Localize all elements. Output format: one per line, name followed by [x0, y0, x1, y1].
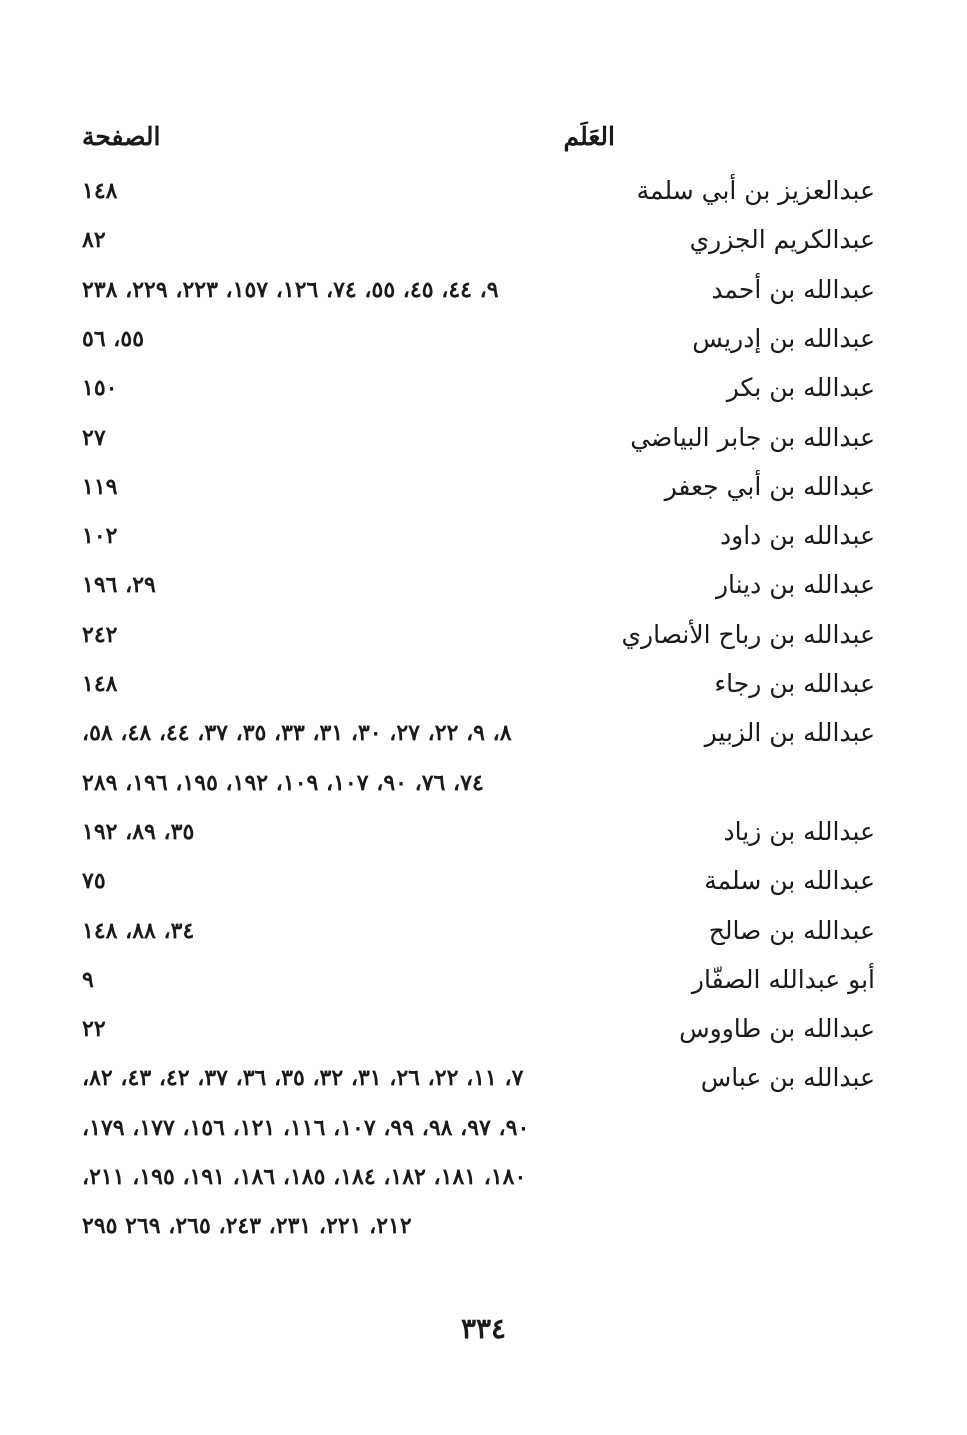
entry-pages: ٧٤، ٧٦، ٩٠، ١٠٧، ١٠٩، ١٩٢، ١٩٥، ١٩٦، ٢٨٩	[82, 770, 484, 796]
page-number: ٣٣٤	[460, 1312, 507, 1345]
entry-name: عبدالله بن عباس	[700, 1063, 875, 1092]
entry-pages: ٩	[82, 967, 94, 993]
index-entry	[0, 225, 967, 265]
entry-pages: ١٠٢	[82, 523, 118, 549]
entry-pages: ٩٠، ٩٧، ٩٨، ٩٩، ١٠٧، ١١٦، ١٢١، ١٥٦، ١٧٧، ١٧٩،	[82, 1115, 530, 1141]
entry-name: عبدالله بن دينار	[715, 570, 875, 599]
entry-pages: ٨، ٩، ٢٢، ٢٧، ٣٠، ٣١، ٣٣، ٣٥، ٣٧، ٤٤، ٤٨، ٥٨،	[82, 720, 512, 746]
index-entry	[0, 570, 967, 610]
entry-name: عبدالله بن إدريس	[692, 324, 875, 353]
entry-name: عبدالله بن أحمد	[711, 275, 875, 304]
index-entry	[0, 1211, 967, 1251]
entry-pages: ١٥٠	[82, 375, 118, 401]
entry-name: عبدالله بن طاووس	[679, 1014, 875, 1043]
entry-name: عبدالله بن زياد	[723, 817, 875, 846]
index-entry	[0, 1063, 967, 1103]
entry-pages: ٢١٢، ٢٢١، ٢٣١، ٢٤٣، ٢٦٥، ٢٦٩ ٢٩٥	[82, 1213, 412, 1239]
entry-pages: ٢٤٢	[82, 622, 118, 648]
header-name-column: العَلَم	[563, 122, 615, 151]
index-entry	[0, 324, 967, 364]
header-page-column: الصفحة	[82, 122, 161, 151]
entry-name: عبدالعزيز بن أبي سلمة	[636, 176, 875, 205]
index-entry	[0, 620, 967, 660]
entry-pages: ٥٥، ٥٦	[82, 326, 145, 352]
entry-pages: ١١٩	[82, 474, 118, 500]
entry-name: عبدالله بن الزبير	[704, 718, 875, 747]
index-entry	[0, 1014, 967, 1054]
entry-name: عبدالله بن صالح	[708, 916, 875, 945]
entry-pages: ٢٧	[82, 425, 106, 451]
index-entry	[0, 1162, 967, 1202]
index-entry	[0, 275, 967, 315]
entry-name: عبدالله بن رباح الأنصاري	[621, 620, 875, 649]
entry-name: عبدالله بن بكر	[726, 373, 875, 402]
entry-name: عبدالله بن جابر البياضي	[630, 423, 875, 452]
index-entry	[0, 423, 967, 463]
index-entry	[0, 521, 967, 561]
entry-pages: ٢٢	[82, 1016, 106, 1042]
index-entry	[0, 472, 967, 512]
index-entry	[0, 1113, 967, 1153]
entry-pages: ١٤٨	[82, 671, 118, 697]
entry-name: عبدالله بن رجاء	[714, 669, 875, 698]
entry-pages: ١٨٠، ١٨١، ١٨٢، ١٨٤، ١٨٥، ١٨٦، ١٩١، ١٩٥، ٢١١،	[82, 1164, 527, 1190]
index-entry	[0, 669, 967, 709]
index-entry	[0, 965, 967, 1005]
index-entry	[0, 718, 967, 758]
index-entry	[0, 176, 967, 216]
entry-pages: ٣٤، ٨٨، ١٤٨	[82, 918, 195, 944]
entry-name: عبدالله بن أبي جعفر	[664, 472, 875, 501]
entry-name: عبدالله بن سلمة	[704, 866, 875, 895]
entry-pages: ٣٥، ٨٩، ١٩٢	[82, 819, 195, 845]
entry-name: عبدالله بن داود	[720, 521, 875, 550]
entry-pages: ٧٥	[82, 868, 106, 894]
entry-name: عبدالكريم الجزري	[689, 225, 875, 254]
entry-pages: ١٤٨	[82, 178, 118, 204]
entry-pages: ٨٢	[82, 227, 106, 253]
entry-pages: ٩، ٤٤، ٤٥، ٥٥، ٧٤، ١٢٦، ١٥٧، ٢٢٣، ٢٢٩، ٢٣٨	[82, 277, 499, 303]
entry-name: أبو عبدالله الصفّار	[691, 965, 875, 994]
index-entry	[0, 817, 967, 857]
index-entry	[0, 373, 967, 413]
index-entry	[0, 916, 967, 956]
index-entry	[0, 866, 967, 906]
index-entry	[0, 768, 967, 808]
entry-pages: ٧، ١١، ٢٢، ٢٦، ٣١، ٣٢، ٣٥، ٣٦، ٣٧، ٤٢، ٤٣، ٨٢،	[82, 1065, 524, 1091]
entry-pages: ٢٩، ١٩٦	[82, 572, 156, 598]
